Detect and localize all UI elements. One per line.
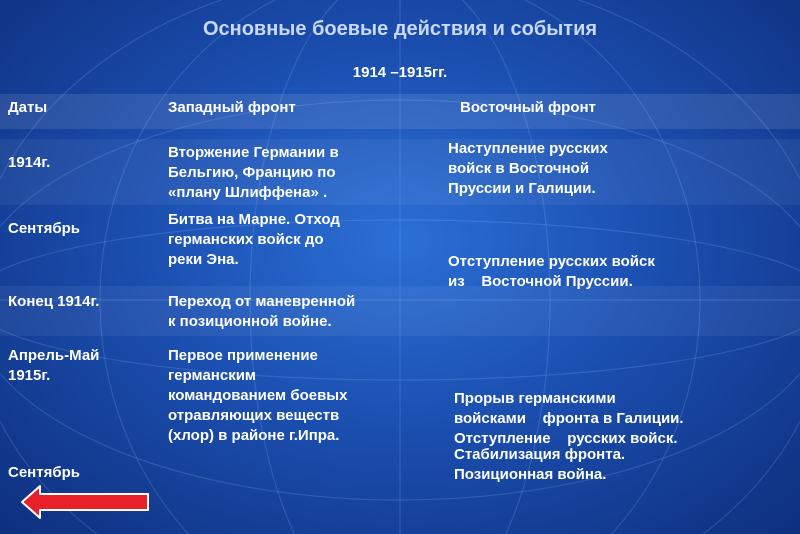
row-east-text: Стабилизация фронта. Позиционная война.	[454, 446, 626, 483]
row-east-text: Отступление русских войск из Восточной Пруссии.	[448, 253, 655, 290]
header-east-front: Восточный фронт	[460, 99, 596, 116]
row-date: Апрель-Май 1915г.	[8, 347, 100, 384]
table-header-band	[0, 94, 800, 129]
row-date: Сентябрь	[8, 464, 80, 481]
left-arrow-icon[interactable]	[20, 484, 152, 520]
row-west-text: Первое применение германским командованием боевых отравляющих веществ (хлор) в районе г.Ипра.	[168, 347, 348, 444]
row-west-text: Битва на Марне. Отход германских войск до реки Эна.	[168, 211, 340, 268]
row-west-text: Вторжение Германии в Бельгию, Францию по «плану Шлиффена» .	[168, 144, 339, 201]
row-east-text: Прорыв германскими войсками фронта в Галиции. Отступление русских войск.	[454, 390, 684, 447]
row-east-text: Наступление русских войск в Восточной Пруссии и Галиции.	[448, 140, 608, 197]
row-band	[0, 139, 800, 205]
page-title: Основные боевые действия и события	[202, 18, 598, 40]
row-band	[0, 286, 800, 336]
header-dates: Даты	[8, 99, 48, 116]
row-west-text: Переход от маневренной к позиционной войне.	[168, 293, 356, 330]
page-subtitle: 1914 –1915гг.	[352, 64, 448, 81]
row-date: Конец 1914г.	[8, 293, 100, 310]
header-west-front: Западный фронт	[168, 99, 296, 116]
row-date: Сентябрь	[8, 220, 80, 237]
row-date: 1914г.	[8, 154, 51, 171]
